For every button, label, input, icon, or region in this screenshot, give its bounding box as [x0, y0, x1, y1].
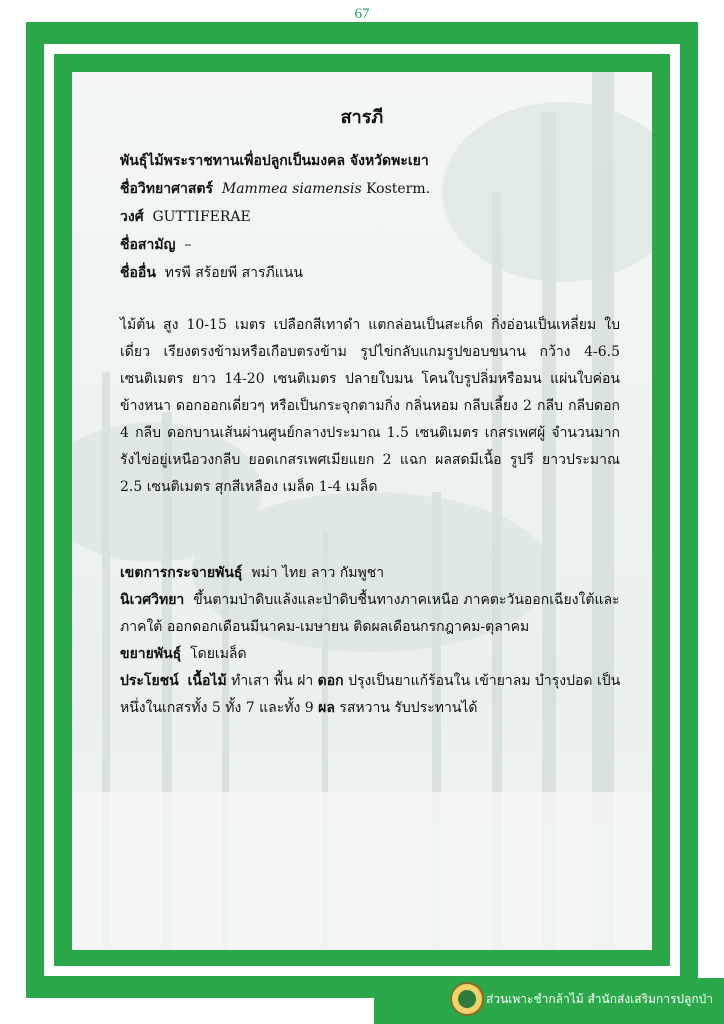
ecology-value: ขึ้นตามป่าดิบแล้งและป่าดิบชื้นทางภาคเหนือ ภาคตะวันออกเฉียงใต้และภาคใต้ ออกดอกเดือนมีนาคม-เมษายน ติดผลเดือนกรกฎาคม-ตุลาคม: [120, 592, 620, 635]
distribution-label: เขตการกระจายพันธุ์: [120, 565, 243, 581]
family-row: [120, 204, 620, 232]
propagation-value: โดยเมล็ด: [190, 646, 247, 662]
page-title: สารภี: [340, 107, 384, 128]
family-label: วงศ์: [120, 209, 144, 225]
uses-label: ประโยชน์: [120, 673, 179, 689]
common-name-row: [120, 232, 620, 260]
common-name-value: –: [184, 237, 192, 253]
scientific-name: Mammea siamensis: [221, 181, 362, 197]
emblem-icon: [450, 982, 484, 1016]
variety-line: พันธุ์ไม้พระราชทานเพื่อปลูกเป็นมงคล จังหวัดพะเยา: [120, 153, 429, 169]
description-block: [120, 312, 620, 501]
description-text: ไม้ต้น สูง 10-15 เมตร เปลือกสีเทาดำ แตกล่อนเป็นสะเก็ด กิ่งอ่อนเป็นเหลี่ยม ใบเดี่ยว เรียงตรงข้ามหรือเกือบตรงข้าม รูปไข่กลับแกมรูปขอบขนาน กว้าง 4-6.5 เซนติเมตร ยาว 14-20 เซนติเมตร ปลายใบมน โคนใบรูปลิ่มหรือมน แผ่นใบค่อนข้างหนา ดอกออกเดี่ยวๆ หรือเป็นกระจุกตามกิ่ง กลิ่นหอม กลีบเลี้ยง 2 กลีบ กลีบดอก 4 กลีบ ดอกบานเส้นผ่านศูนย์กลางประมาณ 1.5 เซนติเมตร เกสรเพศผู้ จำนวนมาก รังไข่อยู่เหนือวงกลีบ ยอดเกสรเพศเมียแยก 2 แฉก ผลสดมีเนื้อ รูปรี ยาวประมาณ 2.5 เซนติเมตร สุกสีเหลือง เมล็ด 1-4 เมล็ด: [120, 317, 620, 495]
other-name-value: ทรพี สร้อยพี สารภีแนน: [164, 265, 303, 281]
distribution-value: พม่า ไทย ลาว กัมพูชา: [251, 565, 385, 581]
info-block: [120, 560, 625, 722]
footer-bar: [374, 978, 724, 1024]
common-name-label: ชื่อสามัญ: [120, 237, 176, 253]
wood-value: ทำเสา พื้น ฝา: [231, 673, 314, 689]
ecology-row: [120, 587, 625, 641]
wood-label: เนื้อไม้: [187, 673, 227, 689]
ecology-label: นิเวศวิทยา: [120, 592, 185, 608]
propagation-row: [120, 641, 625, 668]
distribution-row: [120, 560, 625, 587]
flower-value: ปรุงเป็นยาแก้ร้อนใน เข้ายาลม บำรุงปอด เป็นหนึ่งในเกสรทั้ง 5 ทั้ง 7 และทั้ง 9: [120, 673, 621, 716]
fruit-value: รสหวาน รับประทานได้: [339, 700, 478, 716]
footer-org-text: ส่วนเพาะชำกล้าไม้ สำนักส่งเสริมการปลูกป่า: [486, 992, 713, 1006]
meta-block: [120, 148, 620, 288]
fruit-label: ผล: [318, 700, 335, 716]
scientific-name-row: [120, 176, 620, 204]
propagation-label: ขยายพันธุ์: [120, 646, 182, 662]
other-name-row: [120, 260, 620, 288]
family-value: GUTTIFERAE: [152, 209, 251, 225]
scientific-name-label: ชื่อวิทยาศาสตร์: [120, 181, 213, 197]
uses-row: [120, 668, 625, 722]
scientific-author: Kosterm.: [366, 181, 431, 197]
emblem-inner: [458, 990, 476, 1008]
other-name-label: ชื่ออื่น: [120, 265, 156, 281]
content-panel: [72, 72, 652, 950]
flower-label: ดอก: [317, 673, 344, 689]
page-number: 67: [354, 6, 370, 22]
